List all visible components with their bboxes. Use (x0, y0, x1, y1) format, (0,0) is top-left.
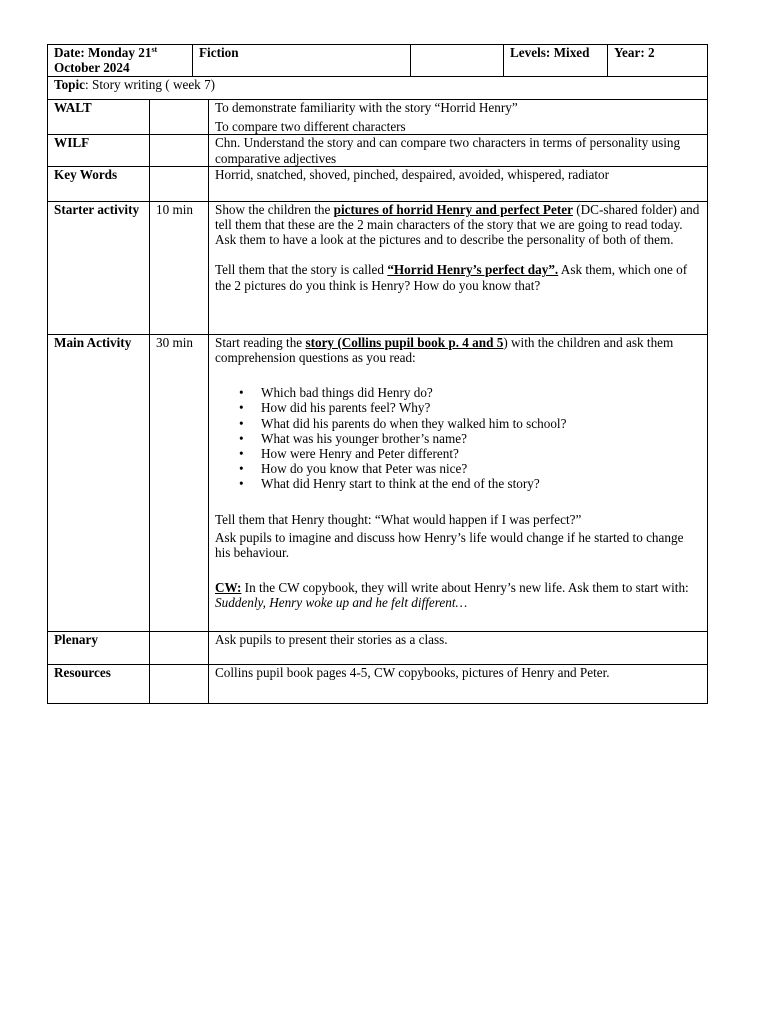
topic-row (48, 77, 708, 100)
date-line2: October 2024 (54, 60, 130, 76)
walt-line1: To demonstrate familiarity with the story “Horrid Henry” (215, 100, 518, 115)
list-item: • What was his younger brother’s name? (261, 431, 701, 446)
cw-label: CW: (215, 580, 242, 596)
starter-paragraph-2: Tell them that the story is called “Horrid Henry’s perfect day”. Ask them, which one of the 2 pictures do you think is Henry? How do you know that? (215, 262, 688, 293)
plenary-label: Plenary (48, 631, 150, 664)
list-item: • Which bad things did Henry do? (261, 385, 701, 400)
body-table (47, 76, 708, 704)
starter-time: 10 min (150, 201, 209, 334)
keywords-content: Horrid, snatched, shoved, pinched, despaired, avoided, whispered, radiator (209, 166, 708, 201)
header-table (47, 44, 708, 77)
date-label: Date: Monday 21 (54, 45, 152, 60)
walt-content (209, 100, 708, 135)
plenary-content: Ask pupils to present their stories as a class. (209, 631, 708, 664)
story-book-reference: story (Collins pupil book p. 4 and 5 (305, 334, 504, 350)
topic-text: : Story writing ( week 7) (85, 77, 216, 92)
walt-label: WALT (48, 100, 150, 135)
list-item: • How were Henry and Peter different? (261, 446, 701, 461)
wilf-label: WILF (48, 135, 150, 166)
subject-cell: Fiction (193, 45, 411, 77)
keywords-time (150, 166, 209, 201)
wilf-time (150, 135, 209, 166)
story-title: “Horrid Henry’s perfect day”. (387, 262, 559, 278)
starter-content (209, 201, 708, 334)
list-item: • What did Henry start to think at the end of the story? (261, 476, 701, 491)
topic-label: Topic (54, 77, 86, 92)
main-paragraph-2: Tell them that Henry thought: “What would happen if I was perfect?” (215, 511, 582, 527)
cw-paragraph: CW: In the CW copybook, they will write about Henry’s new life. Ask them to start with: Suddenly, Henry woke up and he felt different… (215, 580, 689, 611)
year-cell: Year: 2 (608, 45, 708, 77)
resources-content: Collins pupil book pages 4-5, CW copybooks, pictures of Henry and Peter. (209, 664, 708, 703)
keywords-label: Key Words (48, 166, 150, 201)
date-cell (48, 45, 193, 77)
main-label: Main Activity (48, 334, 150, 631)
plenary-time (150, 631, 209, 664)
resources-label: Resources (48, 664, 150, 703)
list-item: • What did his parents do when they walked him to school? (261, 416, 701, 431)
main-paragraph-3: Ask pupils to imagine and discuss how Henry’s life would change if he started to change his behaviour. (215, 529, 684, 561)
starter-pictures-link: pictures of horrid Henry and perfect Peter (333, 201, 573, 217)
resources-time (150, 664, 209, 703)
starter-paragraph-1: Show the children the pictures of horrid Henry and perfect Peter (DC-shared folder) and tell them that these are the 2 main characters of the story that we are going to read today. Ask them to have a look at the pictures and to describe the personality of both of them. (215, 201, 700, 248)
starter-label: Starter activity (48, 201, 150, 334)
main-content (209, 334, 708, 631)
wilf-content: Chn. Understand the story and can compare two characters in terms of personality using comparative adjectives (209, 135, 708, 166)
main-time: 30 min (150, 334, 209, 631)
date-superscript: st (151, 45, 158, 54)
cw-prompt: Suddenly, Henry woke up and he felt different… (215, 595, 468, 611)
list-item: • How did his parents feel? Why? (261, 400, 701, 415)
walt-line2: To compare two different characters (215, 119, 406, 135)
walt-time (150, 100, 209, 135)
comprehension-questions (215, 385, 701, 491)
empty-header-cell (411, 45, 504, 77)
list-item: • How do you know that Peter was nice? (261, 461, 701, 476)
lesson-plan (47, 44, 707, 704)
main-paragraph-1: Start reading the story (Collins pupil book p. 4 and 5) with the children and ask them comprehension questions as you read: (215, 334, 674, 366)
levels-cell: Levels: Mixed (504, 45, 608, 77)
